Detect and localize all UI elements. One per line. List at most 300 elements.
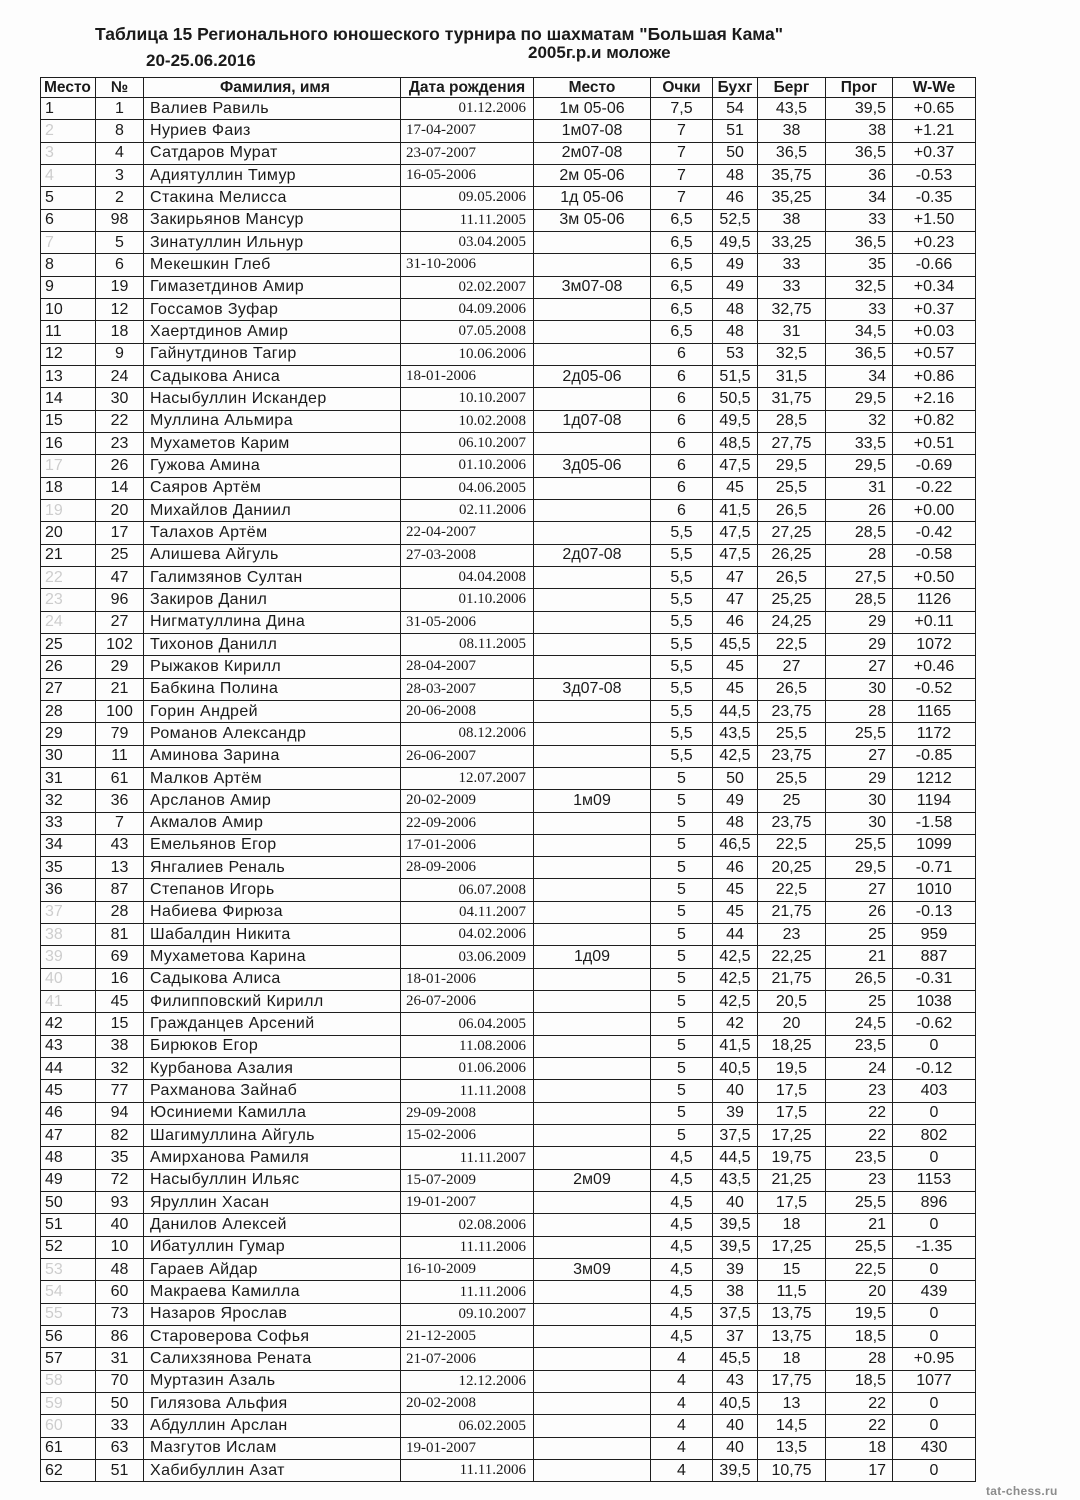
table-row <box>41 165 976 187</box>
berger-cell: 24,25 <box>758 612 826 634</box>
number-cell: 17 <box>96 522 144 544</box>
rating-change-cell: 0 <box>893 1326 976 1348</box>
place-cell: 37 <box>41 902 96 924</box>
progress-cell: 20 <box>826 1281 893 1303</box>
points-cell: 4,5 <box>651 1170 713 1192</box>
table-row <box>41 1281 976 1303</box>
table-row <box>41 1415 976 1437</box>
table-row <box>41 790 976 812</box>
table-row <box>41 857 976 879</box>
buchholz-cell: 37,5 <box>713 1304 758 1326</box>
group-place-cell: 3м07-08 <box>534 277 651 299</box>
buchholz-cell: 47,5 <box>713 545 758 567</box>
table-row <box>41 1147 976 1169</box>
progress-cell: 23 <box>826 1080 893 1102</box>
points-cell: 5 <box>651 879 713 901</box>
buchholz-cell: 44,5 <box>713 1147 758 1169</box>
table-row <box>41 1237 976 1259</box>
number-cell: 25 <box>96 545 144 567</box>
name-cell: Госсамов Зуфар <box>144 299 401 321</box>
number-cell: 14 <box>96 478 144 500</box>
table-row <box>41 1259 976 1281</box>
rating-change-cell: 439 <box>893 1281 976 1303</box>
table-row <box>41 1214 976 1236</box>
number-cell: 48 <box>96 1259 144 1281</box>
group-place-cell <box>534 969 651 991</box>
berger-cell: 20,25 <box>758 857 826 879</box>
progress-cell: 26 <box>826 902 893 924</box>
place-cell: 9 <box>41 277 96 299</box>
table-row <box>41 522 976 544</box>
berger-cell: 28,5 <box>758 411 826 433</box>
buchholz-cell: 46 <box>713 612 758 634</box>
progress-cell: 38 <box>826 120 893 142</box>
berger-cell: 26,5 <box>758 679 826 701</box>
number-cell: 24 <box>96 366 144 388</box>
group-place-cell <box>534 746 651 768</box>
buchholz-cell: 50,5 <box>713 388 758 410</box>
berger-cell: 18 <box>758 1348 826 1370</box>
berger-cell: 33 <box>758 277 826 299</box>
place-cell: 21 <box>41 545 96 567</box>
rating-change-cell: -0.22 <box>893 478 976 500</box>
points-cell: 6 <box>651 366 713 388</box>
number-cell: 1 <box>96 98 144 120</box>
name-cell: Романов Александр <box>144 723 401 745</box>
group-place-cell <box>534 1214 651 1236</box>
points-cell: 7,5 <box>651 98 713 120</box>
name-cell: Мазгутов Ислам <box>144 1438 401 1460</box>
buchholz-cell: 42,5 <box>713 991 758 1013</box>
birth-date-cell: 19-01-2007 <box>401 1192 534 1214</box>
group-place-cell <box>534 924 651 946</box>
rating-change-cell: 802 <box>893 1125 976 1147</box>
buchholz-cell: 38 <box>713 1281 758 1303</box>
rating-change-cell: 1165 <box>893 701 976 723</box>
buchholz-cell: 45 <box>713 656 758 678</box>
rating-change-cell: 0 <box>893 1415 976 1437</box>
birth-date-cell: 07.05.2008 <box>401 321 534 343</box>
number-cell: 10 <box>96 1237 144 1259</box>
number-cell: 6 <box>96 254 144 276</box>
progress-cell: 39,5 <box>826 98 893 120</box>
group-place-cell <box>534 299 651 321</box>
number-cell: 72 <box>96 1170 144 1192</box>
birth-date-cell: 20-06-2008 <box>401 701 534 723</box>
place-cell: 28 <box>41 701 96 723</box>
points-cell: 4,5 <box>651 1192 713 1214</box>
buchholz-cell: 40,5 <box>713 1058 758 1080</box>
berger-cell: 31,75 <box>758 388 826 410</box>
berger-cell: 26,25 <box>758 545 826 567</box>
table-row <box>41 1058 976 1080</box>
table-row <box>41 567 976 589</box>
document-title: Таблица 15 Регионального юношеского турнира по шахматам "Большая Кама" <box>95 24 784 44</box>
progress-cell: 29,5 <box>826 388 893 410</box>
berger-cell: 35,75 <box>758 165 826 187</box>
place-cell: 14 <box>41 388 96 410</box>
name-cell: Гайнутдинов Тагир <box>144 344 401 366</box>
group-place-cell <box>534 478 651 500</box>
table-row <box>41 634 976 656</box>
progress-cell: 22 <box>826 1415 893 1437</box>
number-cell: 7 <box>96 813 144 835</box>
points-cell: 4,5 <box>651 1214 713 1236</box>
group-place-cell <box>534 500 651 522</box>
birth-date-cell: 21-12-2005 <box>401 1326 534 1348</box>
progress-cell: 19,5 <box>826 1304 893 1326</box>
table-row <box>41 746 976 768</box>
birth-date-cell: 10.10.2007 <box>401 388 534 410</box>
number-cell: 9 <box>96 344 144 366</box>
birth-date-cell: 11.11.2006 <box>401 1237 534 1259</box>
rating-change-cell: 1194 <box>893 790 976 812</box>
berger-cell: 23,75 <box>758 813 826 835</box>
berger-cell: 17,5 <box>758 1192 826 1214</box>
group-place-cell <box>534 522 651 544</box>
name-cell: Аминова Зарина <box>144 746 401 768</box>
group-place-cell: 1м07-08 <box>534 120 651 142</box>
name-cell: Яруллин Хасан <box>144 1192 401 1214</box>
birth-date-cell: 08.11.2005 <box>401 634 534 656</box>
rating-change-cell: -0.31 <box>893 969 976 991</box>
berger-cell: 25,5 <box>758 723 826 745</box>
table-row <box>41 143 976 165</box>
points-cell: 6,5 <box>651 277 713 299</box>
buchholz-cell: 39 <box>713 1259 758 1281</box>
name-cell: Рахманова Зайнаб <box>144 1080 401 1102</box>
rating-change-cell: 1172 <box>893 723 976 745</box>
rating-change-cell: -1.58 <box>893 813 976 835</box>
progress-cell: 25 <box>826 924 893 946</box>
buchholz-cell: 44 <box>713 924 758 946</box>
name-cell: Салихзянова Рената <box>144 1348 401 1370</box>
points-cell: 5 <box>651 969 713 991</box>
tournament-dates: 20-25.06.2016 <box>146 51 256 70</box>
name-cell: Михайлов Даниил <box>144 500 401 522</box>
berger-cell: 22,25 <box>758 946 826 968</box>
progress-cell: 24 <box>826 1058 893 1080</box>
group-place-cell <box>534 723 651 745</box>
buchholz-cell: 49 <box>713 254 758 276</box>
points-cell: 4 <box>651 1438 713 1460</box>
group-place-cell <box>534 1438 651 1460</box>
name-cell: Гимазетдинов Амир <box>144 277 401 299</box>
number-cell: 81 <box>96 924 144 946</box>
buchholz-cell: 47,5 <box>713 522 758 544</box>
name-cell: Садыкова Аниса <box>144 366 401 388</box>
table-row <box>41 768 976 790</box>
group-place-cell <box>534 1125 651 1147</box>
berger-cell: 38 <box>758 120 826 142</box>
buchholz-cell: 49,5 <box>713 411 758 433</box>
birth-date-cell: 31-10-2006 <box>401 254 534 276</box>
buchholz-cell: 37,5 <box>713 1125 758 1147</box>
progress-cell: 27 <box>826 656 893 678</box>
buchholz-cell: 41,5 <box>713 500 758 522</box>
points-cell: 4 <box>651 1415 713 1437</box>
points-cell: 5,5 <box>651 589 713 611</box>
points-cell: 5 <box>651 1058 713 1080</box>
number-cell: 2 <box>96 187 144 209</box>
points-cell: 7 <box>651 120 713 142</box>
berger-cell: 27,25 <box>758 522 826 544</box>
progress-cell: 28 <box>826 1348 893 1370</box>
birth-date-cell: 11.11.2008 <box>401 1080 534 1102</box>
berger-cell: 21,25 <box>758 1170 826 1192</box>
rating-change-cell: 0 <box>893 1304 976 1326</box>
buchholz-cell: 40 <box>713 1192 758 1214</box>
progress-cell: 29 <box>826 768 893 790</box>
progress-cell: 29,5 <box>826 857 893 879</box>
place-cell: 23 <box>41 589 96 611</box>
place-cell: 40 <box>41 969 96 991</box>
buchholz-cell: 48 <box>713 321 758 343</box>
group-place-cell <box>534 612 651 634</box>
points-cell: 5 <box>651 924 713 946</box>
group-place-cell <box>534 1080 651 1102</box>
name-cell: Данилов Алексей <box>144 1214 401 1236</box>
birth-date-cell: 01.06.2006 <box>401 1058 534 1080</box>
place-cell: 61 <box>41 1438 96 1460</box>
header-rating-change: W-We <box>893 78 976 98</box>
place-cell: 16 <box>41 433 96 455</box>
buchholz-cell: 45 <box>713 478 758 500</box>
group-place-cell: 1д09 <box>534 946 651 968</box>
name-cell: Алишева Айгуль <box>144 545 401 567</box>
place-cell: 62 <box>41 1460 96 1482</box>
number-cell: 20 <box>96 500 144 522</box>
table-row <box>41 924 976 946</box>
rating-change-cell: +0.46 <box>893 656 976 678</box>
name-cell: Адиятуллин Тимур <box>144 165 401 187</box>
berger-cell: 25 <box>758 790 826 812</box>
buchholz-cell: 40 <box>713 1080 758 1102</box>
progress-cell: 22 <box>826 1103 893 1125</box>
progress-cell: 28,5 <box>826 522 893 544</box>
buchholz-cell: 51,5 <box>713 366 758 388</box>
group-place-cell <box>534 388 651 410</box>
name-cell: Муллина Альмира <box>144 411 401 433</box>
table-row <box>41 232 976 254</box>
name-cell: Садыкова Алиса <box>144 969 401 991</box>
number-cell: 50 <box>96 1393 144 1415</box>
group-place-cell <box>534 1393 651 1415</box>
table-row <box>41 1036 976 1058</box>
table-row <box>41 991 976 1013</box>
place-cell: 7 <box>41 232 96 254</box>
points-cell: 4,5 <box>651 1281 713 1303</box>
rating-change-cell: 1072 <box>893 634 976 656</box>
number-cell: 79 <box>96 723 144 745</box>
name-cell: Курбанова Азалия <box>144 1058 401 1080</box>
rating-change-cell: 0 <box>893 1103 976 1125</box>
points-cell: 5,5 <box>651 567 713 589</box>
birth-date-cell: 15-02-2006 <box>401 1125 534 1147</box>
rating-change-cell: 896 <box>893 1192 976 1214</box>
rating-change-cell: -0.85 <box>893 746 976 768</box>
place-cell: 39 <box>41 946 96 968</box>
header-berger: Берг <box>758 78 826 98</box>
points-cell: 5,5 <box>651 634 713 656</box>
progress-cell: 32 <box>826 411 893 433</box>
berger-cell: 32,5 <box>758 344 826 366</box>
progress-cell: 28,5 <box>826 589 893 611</box>
group-place-cell: 2м09 <box>534 1170 651 1192</box>
header-name: Фамилия, имя <box>144 78 401 98</box>
birth-date-cell: 16-05-2006 <box>401 165 534 187</box>
place-cell: 25 <box>41 634 96 656</box>
place-cell: 42 <box>41 1013 96 1035</box>
number-cell: 13 <box>96 857 144 879</box>
name-cell: Саяров Артём <box>144 478 401 500</box>
buchholz-cell: 48 <box>713 813 758 835</box>
birth-date-cell: 26-07-2006 <box>401 991 534 1013</box>
table-row <box>41 187 976 209</box>
progress-cell: 29,5 <box>826 455 893 477</box>
rating-change-cell: +0.50 <box>893 567 976 589</box>
name-cell: Зинатуллин Ильнур <box>144 232 401 254</box>
group-place-cell <box>534 835 651 857</box>
points-cell: 5 <box>651 1125 713 1147</box>
berger-cell: 13,5 <box>758 1438 826 1460</box>
header-buchholz: Бухг <box>713 78 758 98</box>
table-row <box>41 299 976 321</box>
place-cell: 19 <box>41 500 96 522</box>
berger-cell: 18,25 <box>758 1036 826 1058</box>
number-cell: 38 <box>96 1036 144 1058</box>
number-cell: 70 <box>96 1371 144 1393</box>
group-place-cell <box>534 1237 651 1259</box>
birth-date-cell: 17-04-2007 <box>401 120 534 142</box>
buchholz-cell: 42 <box>713 1013 758 1035</box>
birth-date-cell: 20-02-2008 <box>401 1393 534 1415</box>
name-cell: Гараев Айдар <box>144 1259 401 1281</box>
place-cell: 38 <box>41 924 96 946</box>
name-cell: Малков Артём <box>144 768 401 790</box>
buchholz-cell: 52,5 <box>713 210 758 232</box>
place-cell: 24 <box>41 612 96 634</box>
group-place-cell <box>534 1058 651 1080</box>
table-row <box>41 1438 976 1460</box>
group-place-cell <box>534 902 651 924</box>
age-category: 2005г.р.и моложе <box>528 43 671 62</box>
buchholz-cell: 49 <box>713 277 758 299</box>
progress-cell: 23,5 <box>826 1147 893 1169</box>
points-cell: 5,5 <box>651 612 713 634</box>
group-place-cell <box>534 254 651 276</box>
birth-date-cell: 11.08.2006 <box>401 1036 534 1058</box>
table-row <box>41 433 976 455</box>
group-place-cell <box>534 1415 651 1437</box>
points-cell: 6 <box>651 455 713 477</box>
progress-cell: 28 <box>826 545 893 567</box>
table-row <box>41 1080 976 1102</box>
table-body <box>41 98 976 1482</box>
points-cell: 4 <box>651 1348 713 1370</box>
birth-date-cell: 12.12.2006 <box>401 1371 534 1393</box>
rating-change-cell: -0.52 <box>893 679 976 701</box>
name-cell: Насыбуллин Ильяс <box>144 1170 401 1192</box>
points-cell: 7 <box>651 143 713 165</box>
table-row <box>41 835 976 857</box>
table-row <box>41 388 976 410</box>
place-cell: 27 <box>41 679 96 701</box>
table-row <box>41 1192 976 1214</box>
points-cell: 6 <box>651 433 713 455</box>
points-cell: 4,5 <box>651 1326 713 1348</box>
birth-date-cell: 02.08.2006 <box>401 1214 534 1236</box>
points-cell: 4 <box>651 1460 713 1482</box>
birth-date-cell: 01.10.2006 <box>401 589 534 611</box>
birth-date-cell: 04.09.2006 <box>401 299 534 321</box>
table-row <box>41 679 976 701</box>
berger-cell: 21,75 <box>758 969 826 991</box>
group-place-cell <box>534 1013 651 1035</box>
group-place-cell <box>534 991 651 1013</box>
berger-cell: 38 <box>758 210 826 232</box>
berger-cell: 32,75 <box>758 299 826 321</box>
birth-date-cell: 28-03-2007 <box>401 679 534 701</box>
birth-date-cell: 06.04.2005 <box>401 1013 534 1035</box>
rating-change-cell: 0 <box>893 1259 976 1281</box>
berger-cell: 43,5 <box>758 98 826 120</box>
header-place: Место <box>41 78 96 98</box>
buchholz-cell: 48 <box>713 299 758 321</box>
buchholz-cell: 40 <box>713 1415 758 1437</box>
name-cell: Степанов Игорь <box>144 879 401 901</box>
points-cell: 5,5 <box>651 656 713 678</box>
name-cell: Шагимуллина Айгуль <box>144 1125 401 1147</box>
group-place-cell <box>534 589 651 611</box>
points-cell: 4,5 <box>651 1147 713 1169</box>
table-row <box>41 455 976 477</box>
name-cell: Рыжаков Кирилл <box>144 656 401 678</box>
table-row <box>41 478 976 500</box>
progress-cell: 29 <box>826 634 893 656</box>
buchholz-cell: 45 <box>713 902 758 924</box>
place-cell: 1 <box>41 98 96 120</box>
berger-cell: 17,25 <box>758 1125 826 1147</box>
place-cell: 44 <box>41 1058 96 1080</box>
group-place-cell: 1м 05-06 <box>534 98 651 120</box>
buchholz-cell: 45 <box>713 879 758 901</box>
progress-cell: 21 <box>826 946 893 968</box>
group-place-cell <box>534 321 651 343</box>
group-place-cell: 1д 05-06 <box>534 187 651 209</box>
place-cell: 46 <box>41 1103 96 1125</box>
berger-cell: 23,75 <box>758 746 826 768</box>
birth-date-cell: 11.11.2006 <box>401 1460 534 1482</box>
birth-date-cell: 18-01-2006 <box>401 969 534 991</box>
number-cell: 96 <box>96 589 144 611</box>
name-cell: Назаров Ярослав <box>144 1304 401 1326</box>
points-cell: 5 <box>651 1036 713 1058</box>
buchholz-cell: 45 <box>713 679 758 701</box>
number-cell: 32 <box>96 1058 144 1080</box>
number-cell: 47 <box>96 567 144 589</box>
group-place-cell: 1д07-08 <box>534 411 651 433</box>
number-cell: 40 <box>96 1214 144 1236</box>
name-cell: Галимзянов Султан <box>144 567 401 589</box>
progress-cell: 35 <box>826 254 893 276</box>
berger-cell: 20 <box>758 1013 826 1035</box>
table-row <box>41 701 976 723</box>
birth-date-cell: 22-09-2006 <box>401 813 534 835</box>
progress-cell: 33 <box>826 210 893 232</box>
berger-cell: 21,75 <box>758 902 826 924</box>
group-place-cell: 2м07-08 <box>534 143 651 165</box>
